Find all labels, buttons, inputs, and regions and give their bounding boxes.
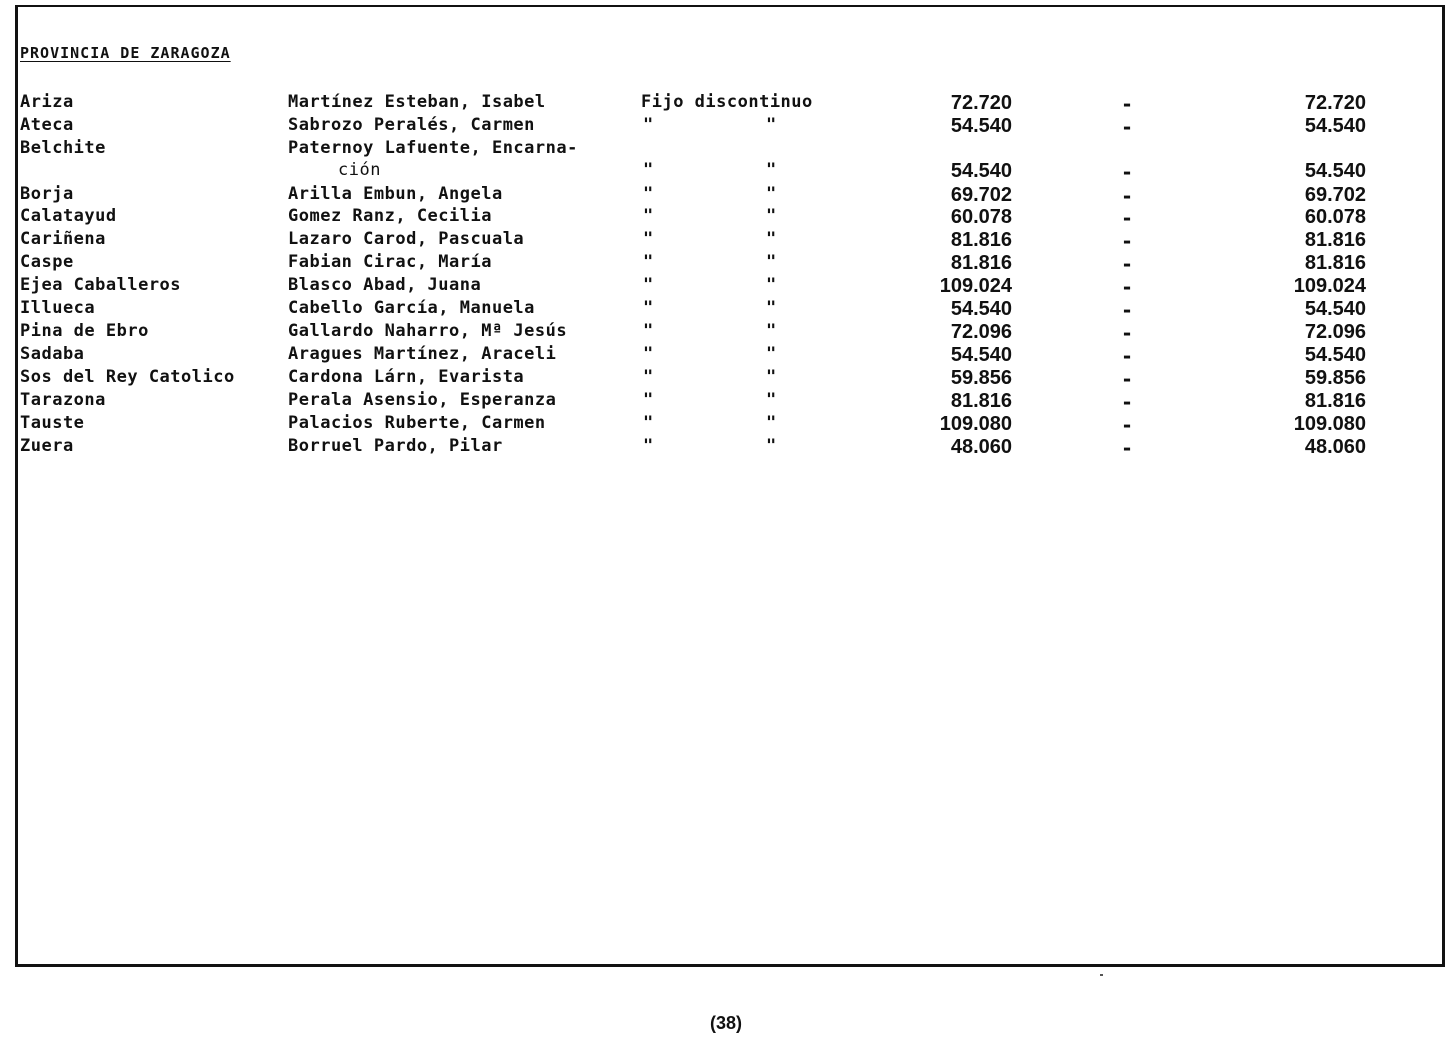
- ditto-mark: ": [766, 344, 777, 364]
- table-row: [0, 115, 1452, 138]
- ditto-mark: ": [766, 436, 777, 456]
- ditto-mark: ": [643, 275, 654, 295]
- ditto-mark: ": [643, 413, 654, 433]
- name-cell: Cardona Lárn, Evarista: [288, 367, 525, 387]
- dash-cell: -: [1121, 390, 1134, 414]
- amount-cell: 81.816: [950, 229, 1012, 251]
- town-cell: Borja: [20, 184, 74, 204]
- name-cell: Fabian Cirac, María: [288, 252, 492, 272]
- amount-cell: 59.856: [950, 367, 1012, 389]
- ditto-mark: ": [766, 160, 777, 180]
- dash-cell: -: [1121, 275, 1134, 299]
- ditto-mark: ": [766, 367, 777, 387]
- total-cell: 72.096: [1304, 321, 1366, 343]
- ditto-mark: ": [766, 275, 777, 295]
- table-row: [0, 367, 1452, 390]
- ditto-mark: ": [766, 115, 777, 135]
- ditto-mark: ": [643, 229, 654, 249]
- total-cell: 48.060: [1304, 436, 1366, 458]
- table-row: [0, 138, 1452, 184]
- table-row: [0, 298, 1452, 321]
- ditto-mark: ": [643, 206, 654, 226]
- ditto-mark: ": [766, 413, 777, 433]
- dash-cell: -: [1121, 436, 1134, 460]
- table-row: [0, 344, 1452, 367]
- total-cell: 81.816: [1304, 252, 1366, 274]
- name-cell: Martínez Esteban, Isabel: [288, 92, 546, 112]
- name-cell: Perala Asensio, Esperanza: [288, 390, 557, 410]
- town-cell: Pina de Ebro: [20, 321, 149, 341]
- ditto-mark: ": [766, 390, 777, 410]
- dash-cell: -: [1121, 184, 1134, 208]
- town-cell: Calatayud: [20, 206, 117, 226]
- ditto-mark: ": [766, 298, 777, 318]
- table-row: [0, 92, 1452, 115]
- total-cell: 60.078: [1304, 206, 1366, 228]
- dash-cell: -: [1121, 229, 1134, 253]
- amount-cell: 69.702: [950, 184, 1012, 206]
- table-row: [0, 206, 1452, 229]
- table-row: [0, 321, 1452, 344]
- amount-cell: 54.540: [950, 160, 1012, 182]
- name-cell: Gomez Ranz, Cecilia: [288, 206, 492, 226]
- amount-cell: 72.720: [950, 92, 1012, 114]
- total-cell: 59.856: [1304, 367, 1366, 389]
- ditto-mark: ": [766, 206, 777, 226]
- table-row: [0, 390, 1452, 413]
- name-cell: Sabrozo Peralés, Carmen: [288, 115, 535, 135]
- dash-cell: -: [1121, 252, 1134, 276]
- ditto-mark: ": [643, 344, 654, 364]
- ditto-mark: ": [643, 321, 654, 341]
- total-cell: 81.816: [1304, 229, 1366, 251]
- town-cell: Ariza: [20, 92, 74, 112]
- amount-cell: 60.078: [950, 206, 1012, 228]
- amount-cell: 54.540: [950, 298, 1012, 320]
- name-cell: Cabello García, Manuela: [288, 298, 535, 318]
- dash-cell: -: [1121, 206, 1134, 230]
- ditto-mark: ": [643, 252, 654, 272]
- ditto-mark: ": [766, 321, 777, 341]
- town-cell: Ateca: [20, 115, 74, 135]
- amount-cell: 81.816: [950, 390, 1012, 412]
- amount-cell: 81.816: [950, 252, 1012, 274]
- ditto-mark: ": [643, 115, 654, 135]
- dash-cell: -: [1121, 298, 1134, 322]
- name-continuation-cell: ción: [338, 160, 381, 180]
- name-cell: Palacios Ruberte, Carmen: [288, 413, 546, 433]
- town-cell: Sadaba: [20, 344, 85, 364]
- town-cell: Cariñena: [20, 229, 106, 249]
- ditto-mark: ": [766, 229, 777, 249]
- town-cell: Sos del Rey Catolico: [20, 367, 235, 387]
- dash-cell: -: [1121, 160, 1134, 184]
- town-cell: Belchite: [20, 138, 106, 158]
- town-cell: Zuera: [20, 436, 74, 456]
- ditto-mark: ": [766, 252, 777, 272]
- town-cell: Tarazona: [20, 390, 106, 410]
- town-cell: Tauste: [20, 413, 85, 433]
- table-row: [0, 229, 1452, 252]
- ditto-mark: ": [643, 184, 654, 204]
- name-cell: Lazaro Carod, Pascuala: [288, 229, 525, 249]
- amount-cell: 48.060: [950, 436, 1012, 458]
- total-cell: 54.540: [1304, 344, 1366, 366]
- total-cell: 69.702: [1304, 184, 1366, 206]
- table-row: [0, 413, 1452, 436]
- name-cell: Borruel Pardo, Pilar: [288, 436, 503, 456]
- dash-cell: -: [1121, 344, 1134, 368]
- ditto-mark: ": [643, 160, 654, 180]
- total-cell: 81.816: [1304, 390, 1366, 412]
- amount-cell: 72.096: [950, 321, 1012, 343]
- table-row: [0, 252, 1452, 275]
- town-cell: Illueca: [20, 298, 96, 318]
- ditto-mark: ": [643, 390, 654, 410]
- name-cell: Aragues Martínez, Araceli: [288, 344, 557, 364]
- name-cell: Blasco Abad, Juana: [288, 275, 482, 295]
- dash-cell: -: [1121, 92, 1134, 116]
- section-title: PROVINCIA DE ZARAGOZA: [20, 44, 231, 62]
- town-cell: Caspe: [20, 252, 74, 272]
- ditto-mark: ": [766, 184, 777, 204]
- total-cell: 109.024: [1293, 275, 1366, 297]
- amount-cell: 109.080: [939, 413, 1012, 435]
- dash-cell: -: [1121, 321, 1134, 345]
- amount-cell: 54.540: [950, 344, 1012, 366]
- town-cell: Ejea Caballeros: [20, 275, 182, 295]
- table-row: [0, 275, 1452, 298]
- total-cell: 54.540: [1304, 298, 1366, 320]
- ditto-mark: ": [643, 367, 654, 387]
- name-cell: Arilla Embun, Angela: [288, 184, 503, 204]
- name-cell: Gallardo Naharro, Mª Jesús: [288, 321, 568, 341]
- ditto-mark: ": [643, 298, 654, 318]
- contract-type-cell: Fijo discontinuo: [641, 92, 813, 112]
- amount-cell: 109.024: [939, 275, 1012, 297]
- total-cell: 109.080: [1293, 413, 1366, 435]
- ditto-mark: ": [643, 436, 654, 456]
- amount-cell: 54.540: [950, 115, 1012, 137]
- page-number: (38): [709, 1013, 742, 1033]
- total-cell: 54.540: [1304, 160, 1366, 182]
- total-cell: 72.720: [1304, 92, 1366, 114]
- dash-cell: -: [1121, 367, 1134, 391]
- dash-cell: -: [1121, 413, 1134, 437]
- table-row: [0, 184, 1452, 207]
- table-row: [0, 436, 1452, 459]
- scan-speck: [1100, 974, 1103, 976]
- name-cell: Paternoy Lafuente, Encarna-: [288, 138, 578, 158]
- dash-cell: -: [1121, 115, 1134, 139]
- total-cell: 54.540: [1304, 115, 1366, 137]
